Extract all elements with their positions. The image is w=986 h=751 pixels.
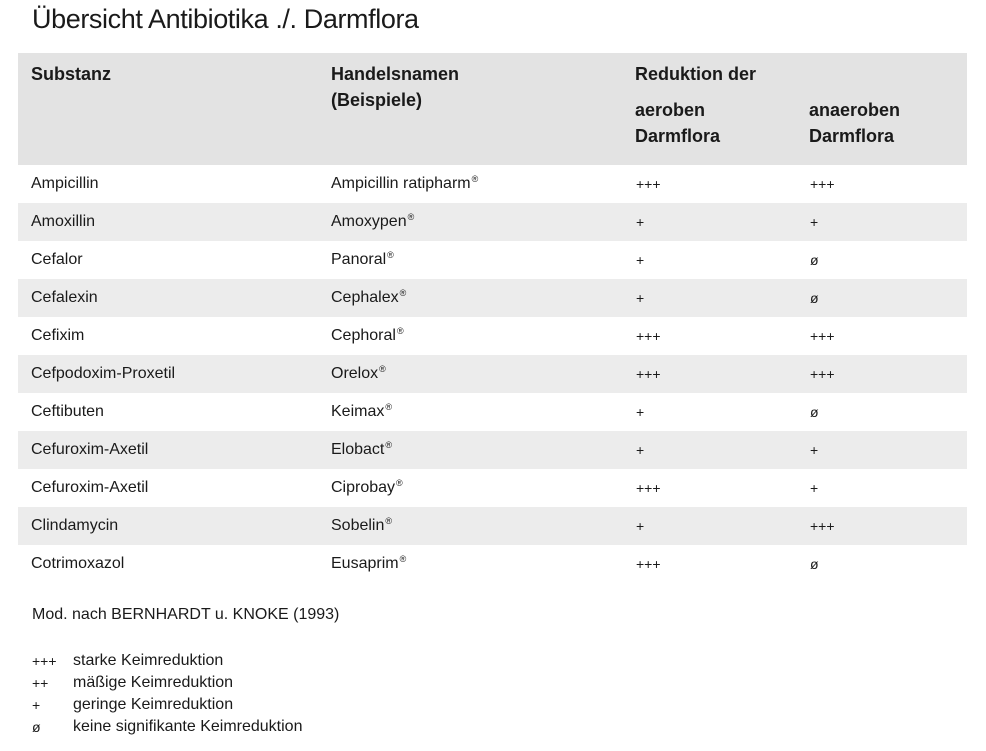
table-body — [18, 165, 967, 583]
cell-substanz: Cefixim — [18, 317, 318, 355]
registered-mark: ® — [407, 211, 415, 222]
legend-item — [32, 694, 302, 716]
cell-aerob: + — [622, 241, 796, 279]
registered-mark: ® — [396, 325, 404, 336]
registered-mark: ® — [471, 173, 479, 184]
header-handelsnamen — [318, 53, 622, 165]
legend-symbol: ++ — [32, 675, 49, 691]
registered-mark: ® — [385, 439, 393, 450]
cell-handelsname — [318, 279, 622, 317]
cell-handelsname — [318, 165, 622, 203]
header-handelsnamen-line2: (Beispiele) — [331, 90, 423, 110]
table-row — [18, 355, 967, 393]
antibiotics-table — [18, 53, 967, 583]
registered-mark: ® — [385, 401, 392, 412]
header-aerob — [622, 91, 796, 165]
handelsname-text: Cephoral — [331, 327, 396, 344]
header-aerob-line1: aeroben — [635, 100, 706, 120]
cell-aerob: + — [622, 431, 796, 469]
header-reduktion — [622, 53, 967, 91]
cell-aerob: +++ — [622, 165, 796, 203]
cell-aerob: + — [622, 393, 796, 431]
cell-aerob: + — [622, 279, 796, 317]
legend-text: starke Keimreduktion — [73, 652, 224, 669]
legend-symbol: +++ — [32, 653, 57, 669]
legend-item — [32, 716, 302, 738]
registered-mark: ® — [399, 553, 407, 564]
cell-substanz: Ceftibuten — [18, 393, 318, 431]
header-anaerob-line2: Darmflora — [809, 126, 895, 146]
cell-substanz: Cefpodoxim-Proxetil — [18, 355, 318, 393]
cell-substanz: Cotrimoxazol — [18, 545, 318, 583]
handelsname-text: Keimax — [331, 403, 385, 420]
cell-substanz: Ampicillin — [18, 165, 318, 203]
cell-handelsname — [318, 469, 622, 507]
table-row — [18, 241, 967, 279]
table-row — [18, 469, 967, 507]
cell-anaerob: + — [796, 469, 967, 507]
cell-anaerob: ø — [796, 545, 967, 583]
header-anaerob-line1: anaeroben — [809, 100, 901, 120]
cell-handelsname — [318, 431, 622, 469]
cell-handelsname — [318, 393, 622, 431]
cell-handelsname — [318, 317, 622, 355]
cell-aerob: + — [622, 507, 796, 545]
table-row — [18, 165, 967, 203]
cell-aerob: +++ — [622, 355, 796, 393]
header-handelsnamen-line1: Handelsnamen — [331, 64, 460, 84]
cell-handelsname — [318, 241, 622, 279]
handelsname-text: Elobact — [331, 441, 385, 458]
header-anaerob — [796, 91, 967, 165]
cell-handelsname — [318, 507, 622, 545]
table-row — [18, 393, 967, 431]
table-row — [18, 545, 967, 583]
cell-substanz: Clindamycin — [18, 507, 318, 545]
registered-mark: ® — [399, 287, 407, 298]
header-substanz — [18, 53, 318, 165]
cell-anaerob: ø — [796, 279, 967, 317]
cell-anaerob: + — [796, 203, 967, 241]
cell-anaerob: + — [796, 431, 967, 469]
page-title: Übersicht Antibiotika ./. Darmflora — [32, 4, 419, 34]
legend-item — [32, 650, 302, 672]
handelsname-text: Ampicillin ratipharm — [331, 175, 471, 192]
registered-mark: ® — [396, 477, 403, 488]
cell-anaerob: ø — [796, 241, 967, 279]
cell-handelsname — [318, 355, 622, 393]
legend-symbol: + — [32, 697, 41, 713]
source-note: Mod. nach BERNHARDT u. KNOKE (1993) — [32, 606, 340, 623]
cell-anaerob: +++ — [796, 355, 967, 393]
handelsname-text: Panoral — [331, 251, 387, 268]
cell-anaerob: +++ — [796, 507, 967, 545]
cell-handelsname — [318, 203, 622, 241]
handelsname-text: Orelox — [331, 365, 379, 382]
cell-aerob: +++ — [622, 545, 796, 583]
table-row — [18, 317, 967, 355]
cell-substanz: Cefuroxim-Axetil — [18, 431, 318, 469]
handelsname-text: Eusaprim — [331, 555, 399, 572]
cell-substanz: Cefalexin — [18, 279, 318, 317]
table-row — [18, 279, 967, 317]
header-reduktion-label: Reduktion der — [635, 64, 757, 84]
handelsname-text: Ciprobay — [331, 479, 396, 496]
header-aerob-line2: Darmflora — [635, 126, 721, 146]
legend-text: mäßige Keimreduktion — [73, 674, 234, 691]
legend-symbol: ø — [32, 719, 41, 735]
cell-substanz: Amoxillin — [18, 203, 318, 241]
legend-text: geringe Keimreduktion — [73, 696, 234, 713]
table-row — [18, 431, 967, 469]
antibiotics-table-container — [18, 53, 967, 583]
table-row — [18, 507, 967, 545]
cell-anaerob: ø — [796, 393, 967, 431]
cell-aerob: +++ — [622, 469, 796, 507]
cell-handelsname — [318, 545, 622, 583]
table-row — [18, 203, 967, 241]
cell-aerob: + — [622, 203, 796, 241]
cell-substanz: Cefuroxim-Axetil — [18, 469, 318, 507]
legend-text: keine signifikante Keimreduktion — [73, 718, 303, 735]
handelsname-text: Amoxypen — [331, 213, 407, 230]
header-substanz-label: Substanz — [31, 64, 112, 84]
cell-anaerob: +++ — [796, 317, 967, 355]
handelsname-text: Sobelin — [331, 517, 385, 534]
cell-anaerob: +++ — [796, 165, 967, 203]
registered-mark: ® — [387, 249, 394, 260]
legend — [32, 650, 302, 738]
cell-aerob: +++ — [622, 317, 796, 355]
registered-mark: ® — [385, 515, 393, 526]
handelsname-text: Cephalex — [331, 289, 399, 306]
table-header — [18, 53, 967, 165]
legend-item — [32, 672, 302, 694]
cell-substanz: Cefalor — [18, 241, 318, 279]
registered-mark: ® — [379, 363, 386, 374]
